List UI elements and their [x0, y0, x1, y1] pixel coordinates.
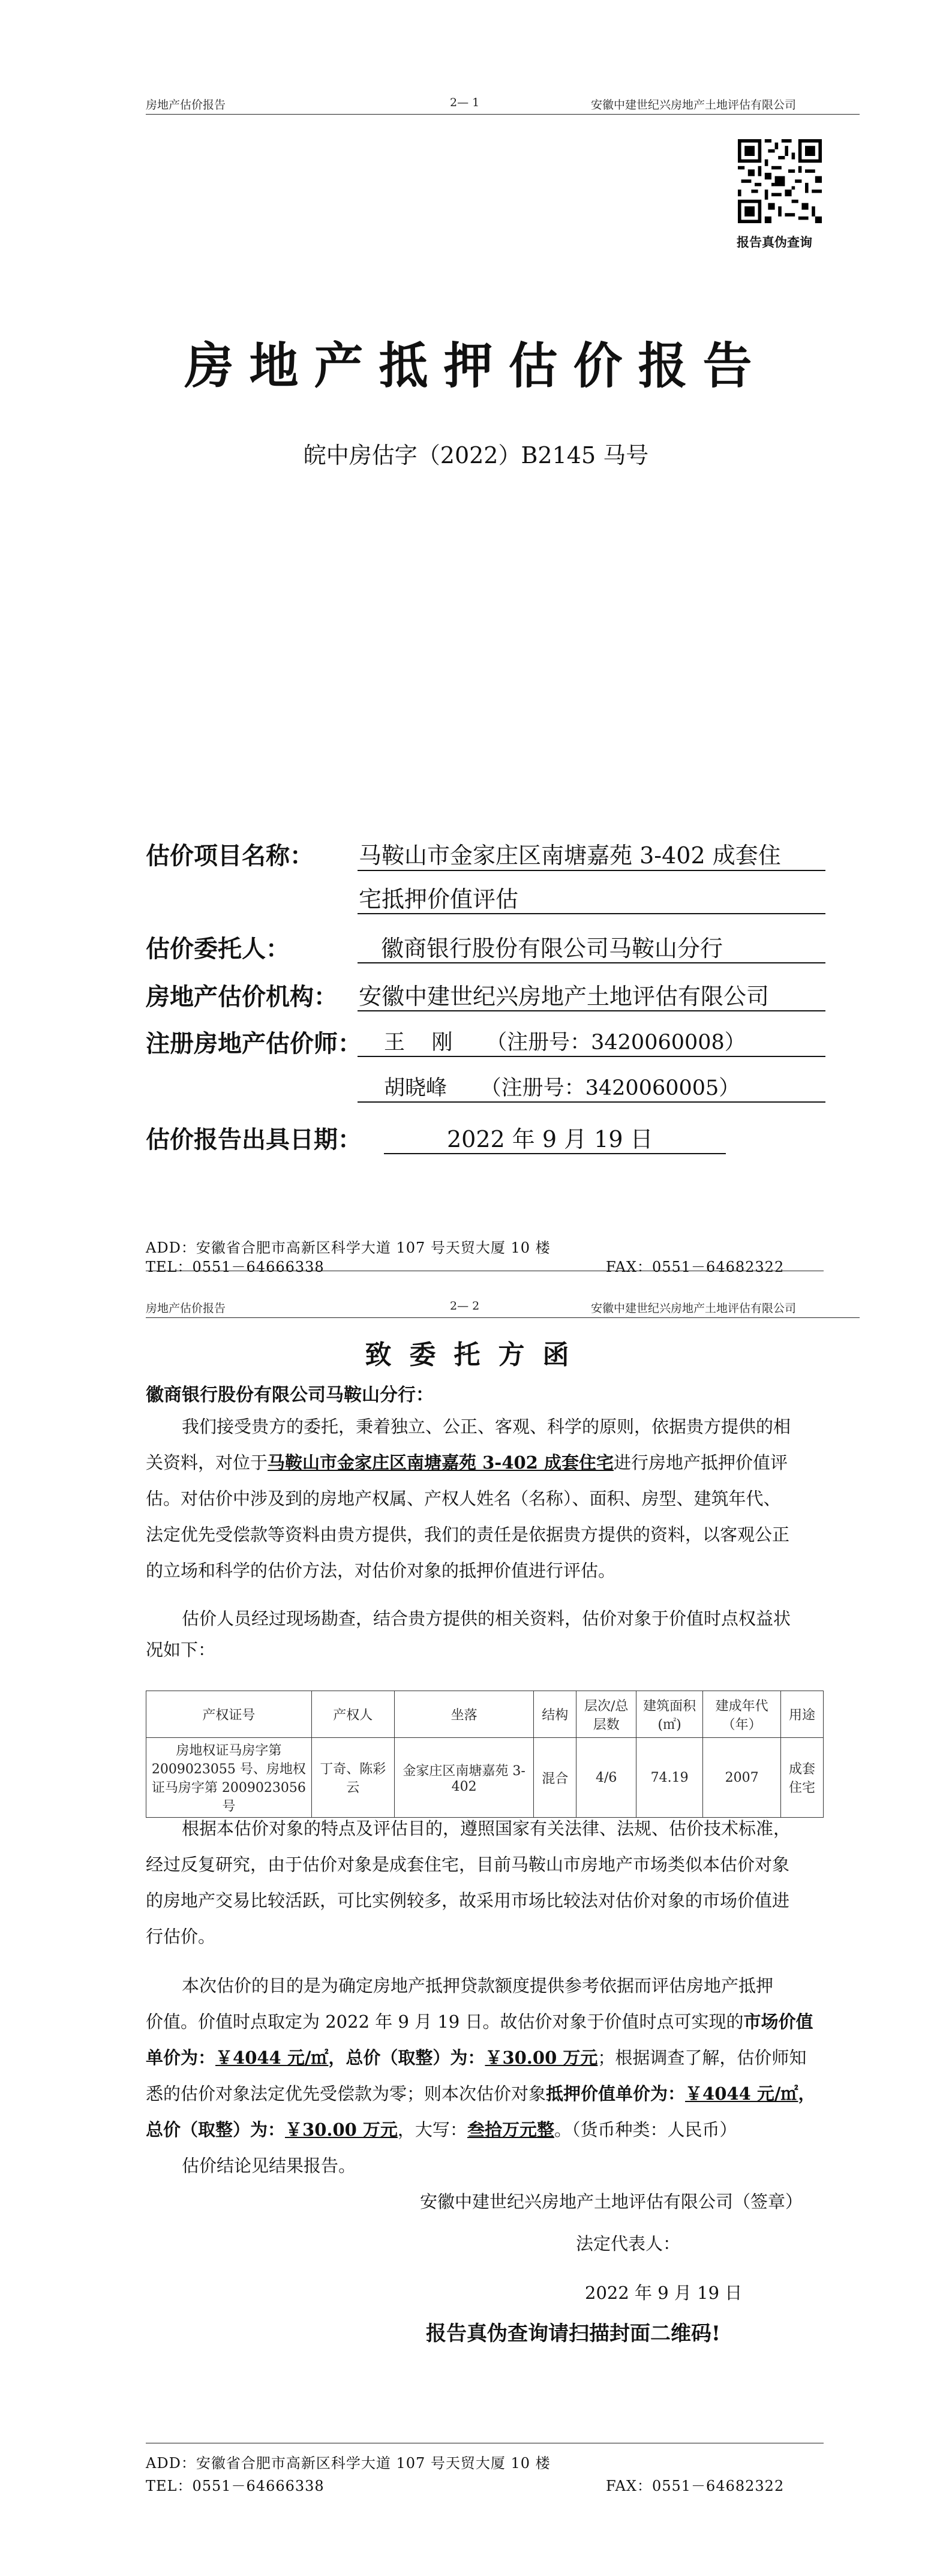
table-cell-usage: 成套住宅	[781, 1738, 824, 1818]
letter-addressee: 徽商银行股份有限公司马鞍山分行：	[146, 1385, 434, 1406]
page1-footer-tel: TEL：0551－64666338	[146, 1259, 325, 1275]
qr-caption: 报告真伪查询	[737, 235, 812, 250]
letter-paragraph-2	[146, 1601, 824, 1663]
signature-date: 2022 年 9 月 19 日	[585, 2283, 743, 2303]
client-underline	[358, 962, 825, 963]
appraiser-1: 王 刚 （注册号：3420060008）	[384, 1031, 746, 1055]
table-cell-area: 74.19	[636, 1738, 703, 1818]
mortgage-total-price: ￥30.00 万元	[285, 2119, 398, 2140]
agency-underline	[358, 1010, 825, 1011]
appraiser-2: 胡晓峰 （注册号：3420060005）	[384, 1076, 740, 1100]
para4-line-a: 本次估价的目的是为确定房地产抵押贷款额度提供参考依据而评估房地产抵押	[182, 1975, 774, 1996]
table-cell-cert-no: 房地权证马房字第 2009023055 号、房地权证马房字第 2009023056 号	[146, 1738, 312, 1818]
table-header-cell: 建成年代（年）	[703, 1691, 781, 1738]
para4-b-pre: 价值。价值时点取定为 2022 年 9 月 19 日。故估价对象于价值时点可实现的	[146, 2011, 744, 2032]
page2-header-left: 房地产估价报告	[146, 1302, 226, 1315]
qr-code	[738, 139, 822, 223]
capital-amount: 叁拾万元整	[467, 2119, 554, 2140]
page1-header-left: 房地产估价报告	[146, 98, 226, 112]
table-cell-structure: 混合	[534, 1738, 576, 1818]
para2-line-b: 况如下：	[146, 1640, 216, 1660]
para4-line-c	[146, 2040, 824, 2076]
client-value: 徽商银行股份有限公司马鞍山分行	[381, 935, 723, 962]
project-name-underline-1	[358, 870, 825, 871]
table-row	[146, 1738, 824, 1818]
letter-title: 致委托方函	[365, 1340, 587, 1370]
market-unit-price: ￥4044 元/㎡	[215, 2047, 329, 2068]
market-total-price: ￥30.00 万元	[485, 2047, 598, 2068]
page2-header-rule	[146, 1317, 860, 1318]
total-price-label: ，总价（取整）为：	[328, 2047, 485, 2068]
table-header-row	[146, 1691, 824, 1738]
page1-footer-fax: FAX：0551－64682322	[606, 1259, 785, 1275]
currency-note: 。（货币种类：人民币）	[554, 2119, 737, 2140]
project-name-underline-2	[358, 913, 825, 914]
para1-property-address: 马鞍山市金家庄区南塘嘉苑 3-402 成套住宅	[268, 1452, 614, 1473]
report-number: 皖中房估字（2022）B2145 马号	[303, 442, 649, 469]
project-name-label: 估价项目名称：	[146, 842, 314, 870]
para2-line-a: 估价人员经过现场勘查，结合贵方提供的相关资料，估价对象于价值时点权益状	[182, 1608, 791, 1629]
mortgage-unit-price: ￥4044 元/㎡	[685, 2083, 798, 2104]
page2-footer-fax: FAX：0551－64682322	[606, 2478, 785, 2494]
client-label: 估价委托人：	[146, 935, 290, 963]
para1-line-b	[146, 1445, 824, 1481]
para4-line-b	[146, 2004, 824, 2040]
capital-label: ，大写：	[397, 2119, 467, 2140]
appraiser-1-underline	[358, 1056, 825, 1057]
table-header-cell: 建筑面积(㎡)	[636, 1691, 703, 1738]
para3-line-d: 行估价。	[146, 1926, 216, 1947]
page2-header-right: 安徽中建世纪兴房地产土地评估有限公司	[591, 1302, 797, 1315]
table-cell-floor: 4/6	[576, 1738, 636, 1818]
para1-line-d: 法定优先受偿款等资料由贵方提供，我们的责任是依据贵方提供的资料，以客观公正	[146, 1524, 790, 1545]
signature-company: 安徽中建世纪兴房地产土地评估有限公司（签章）	[420, 2191, 803, 2212]
table-cell-location: 金家庄区南塘嘉苑 3-402	[394, 1738, 533, 1818]
para4-c-tail: ；根据调查了解，估价师知	[597, 2047, 807, 2068]
page1-footer-address: ADD：安徽省合肥市高新区科学大道 107 号天贸大厦 10 楼	[146, 1239, 551, 1256]
agency-label: 房地产估价机构：	[146, 983, 338, 1011]
table-header-cell: 结构	[534, 1691, 576, 1738]
para3-line-b: 经过反复研究，由于估价对象是成套住宅，目前马鞍山市房地产市场类似本估价对象	[146, 1854, 790, 1875]
page2-header-page-number: 2— 2	[450, 1299, 480, 1313]
report-date-underline	[384, 1153, 726, 1154]
table-cell-owner: 丁奇、陈彩云	[311, 1738, 394, 1818]
table-header-cell: 层次/总层数	[576, 1691, 636, 1738]
project-name-value-line1: 马鞍山市金家庄区南塘嘉苑 3-402 成套住	[359, 842, 781, 869]
market-value-label: 市场价值	[743, 2011, 813, 2032]
page1-header-rule	[146, 114, 860, 115]
letter-paragraph-4	[146, 1968, 824, 2148]
table-header-cell: 产权人	[311, 1691, 394, 1738]
para1-line-e: 的立场和科学的估价方法，对估价对象的抵押价值进行评估。	[146, 1560, 616, 1581]
page2-footer-tel: TEL：0551－64666338	[146, 2478, 325, 2494]
para4-d-comma: ，	[798, 2083, 816, 2104]
page1-header-right: 安徽中建世纪兴房地产土地评估有限公司	[591, 98, 797, 112]
property-info-table	[146, 1691, 824, 1818]
unit-price-label: 单价为：	[146, 2047, 216, 2068]
para4-line-e	[146, 2112, 824, 2148]
verification-note: 报告真伪查询请扫描封面二维码!	[426, 2322, 720, 2346]
mortgage-total-label: 总价（取整）为：	[146, 2119, 286, 2140]
para1-line-c: 估。对估价中涉及到的房地产权属、产权人姓名（名称）、面积、房型、建筑年代、	[146, 1488, 781, 1509]
letter-paragraph-1	[146, 1409, 824, 1589]
table-header-cell: 产权证号	[146, 1691, 312, 1738]
para1-b-pre: 关资料，对位于	[146, 1452, 268, 1473]
mortgage-unit-price-label: 抵押价值单价为：	[546, 2083, 686, 2104]
agency-value: 安徽中建世纪兴房地产土地评估有限公司	[359, 983, 770, 1010]
page2-footer-address: ADD：安徽省合肥市高新区科学大道 107 号天贸大厦 10 楼	[146, 2455, 551, 2472]
para4-d-pre: 悉的估价对象法定优先受偿款为零；则本次估价对象	[146, 2083, 546, 2104]
report-date-label: 估价报告出具日期：	[146, 1125, 362, 1154]
letter-paragraph-3	[146, 1811, 824, 1954]
appraiser-2-underline	[358, 1101, 825, 1103]
project-name-value-line2: 宅抵押价值评估	[359, 886, 519, 912]
table-header-cell: 坐落	[394, 1691, 533, 1738]
signature-legal-rep: 法定代表人：	[576, 2233, 681, 2254]
para3-line-a: 根据本估价对象的特点及评估目的，遵照国家有关法律、法规、估价技术标准，	[182, 1818, 791, 1839]
table-header-cell: 用途	[781, 1691, 824, 1738]
para1-b-post: 进行房地产抵押价值评	[613, 1452, 788, 1473]
page1-header-page-number: 2— 1	[450, 96, 480, 109]
para3-line-c: 的房地产交易比较活跃，可比实例较多，故采用市场比较法对估价对象的市场价值进	[146, 1890, 790, 1911]
para4-line-d	[146, 2076, 824, 2112]
para1-line-a: 我们接受贵方的委托，秉着独立、公正、客观、科学的原则，依据贵方提供的相	[182, 1416, 791, 1437]
appraiser-label: 注册房地产估价师：	[146, 1029, 362, 1058]
report-title: 房地产抵押估价报告	[184, 337, 768, 395]
report-date-value: 2022 年 9 月 19 日	[447, 1126, 653, 1152]
table-cell-year: 2007	[703, 1738, 781, 1818]
letter-paragraph-5: 估价结论见结果报告。	[182, 2155, 356, 2176]
